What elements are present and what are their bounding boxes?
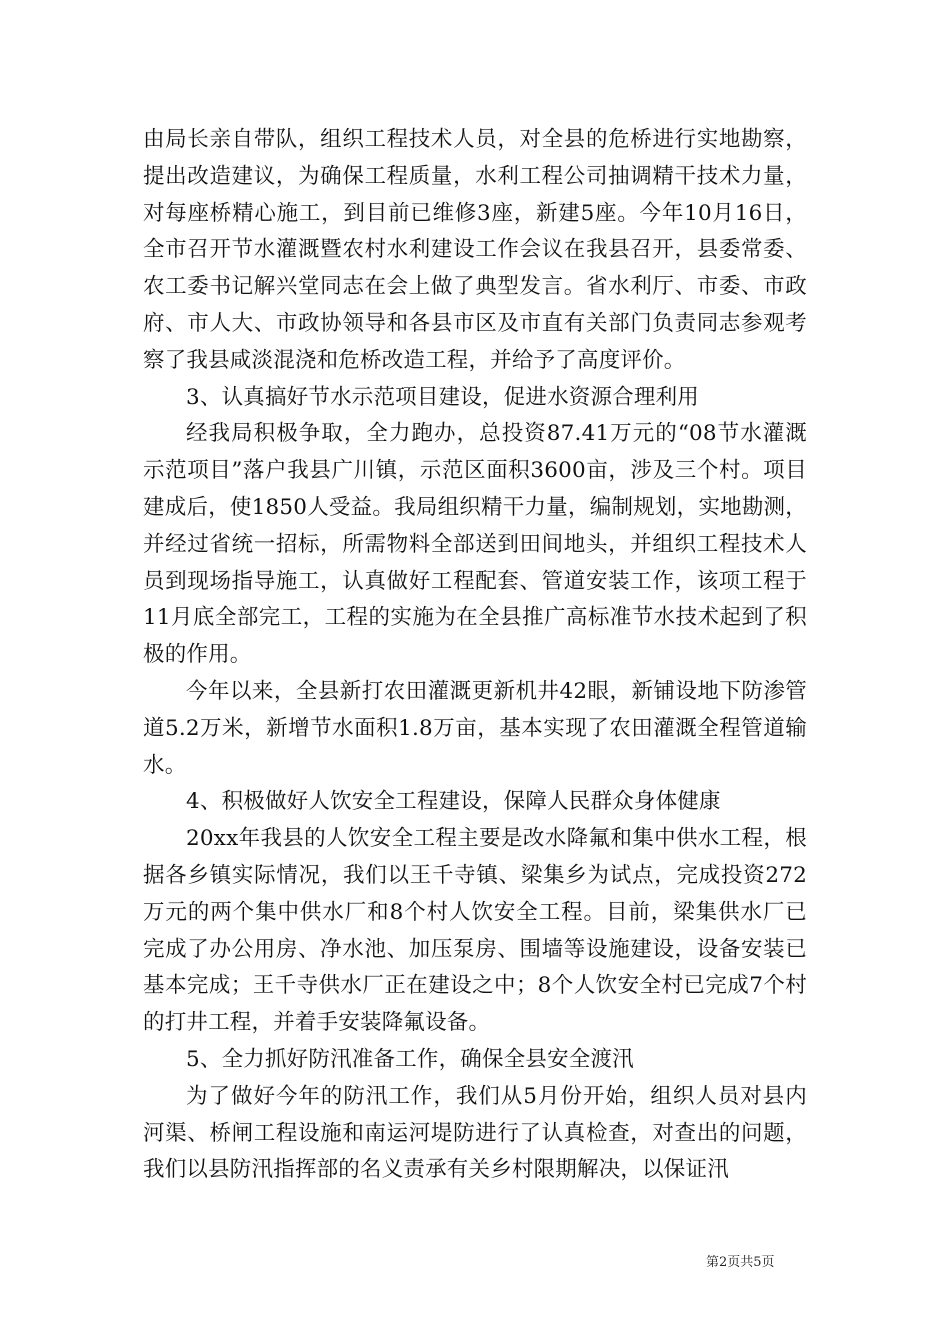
paragraph-flood-prevention: 为了做好今年的防汛工作，我们从5月份开始，组织人员对县内河渠、桥闸工程设施和南运河堤防进行了认真检查，对查出的问题，我们以县防汛指挥部的名义责承有关乡村限期解决，以保证汛 bbox=[143, 1083, 807, 1183]
paragraph-drinking-water-safety: 20xx年我县的人饮安全工程主要是改水降氟和集中供水工程，根据各乡镇实际情况，我们以王千寺镇、梁集乡为试点，完成投资272万元的两个集中供水厂和8个村人饮安全工程。目前，梁集供水厂已完成了办公用房、净水池、加压泵房、围墙等设施建设，设备安装已基本完成；王千寺供水厂正在建设之中；8个人饮安全村已完成7个村的打井工程，并着手安装降氟设备。 bbox=[143, 826, 807, 1036]
paragraph-irrigation-results: 今年以来，全县新打农田灌溉更新机井42眼，新铺设地下防渗管道5.2万米，新增节水面积1.8万亩，基本实现了农田灌溉全程管道输水。 bbox=[143, 678, 807, 778]
section-heading-3: 3、认真搞好节水示范项目建设，促进水资源合理利用 bbox=[186, 384, 699, 410]
section-heading-4: 4、积极做好人饮安全工程建设，保障人民群众身体健康 bbox=[186, 789, 721, 815]
section-heading-5: 5、全力抓好防汛准备工作，确保全县安全渡汛 bbox=[186, 1046, 634, 1072]
document-body bbox=[143, 122, 807, 1189]
paragraph-water-saving-project: 经我局积极争取，全力跑办，总投资87.41万元的“08节水灌溉示范项目”落户我县广川镇，示范区面积3600亩，涉及三个村。项目建成后，使1850人受益。我局组织精干力量，编制规划，实地勘测，并经过省统一招标，所需物料全部送到田间地头，并组织工程技术人员到现场指导施工，认真做好工程配套、管道安装工作，该项工程于11月底全部完工，工程的实施为在全县推广高标准节水技术起到了积极的作用。 bbox=[143, 421, 807, 668]
paragraph-continuation: 由局长亲自带队，组织工程技术人员，对全县的危桥进行实地勘察，提出改造建议，为确保工程质量，水利工程公司抽调精干技术力量，对每座桥精心施工，到目前已维修3座，新建5座。今年10月16日，全市召开节水灌溉暨农村水利建设工作会议在我县召开，县委常委、农工委书记解兴堂同志在会上做了典型发言。省水利厅、市委、市政府、市人大、市政协领导和各县市区及市直有关部门负责同志参观考察了我县咸淡混浇和危桥改造工程，并给予了高度评价。 bbox=[143, 127, 807, 373]
page-number: 第2页共5页 bbox=[706, 1255, 775, 1270]
